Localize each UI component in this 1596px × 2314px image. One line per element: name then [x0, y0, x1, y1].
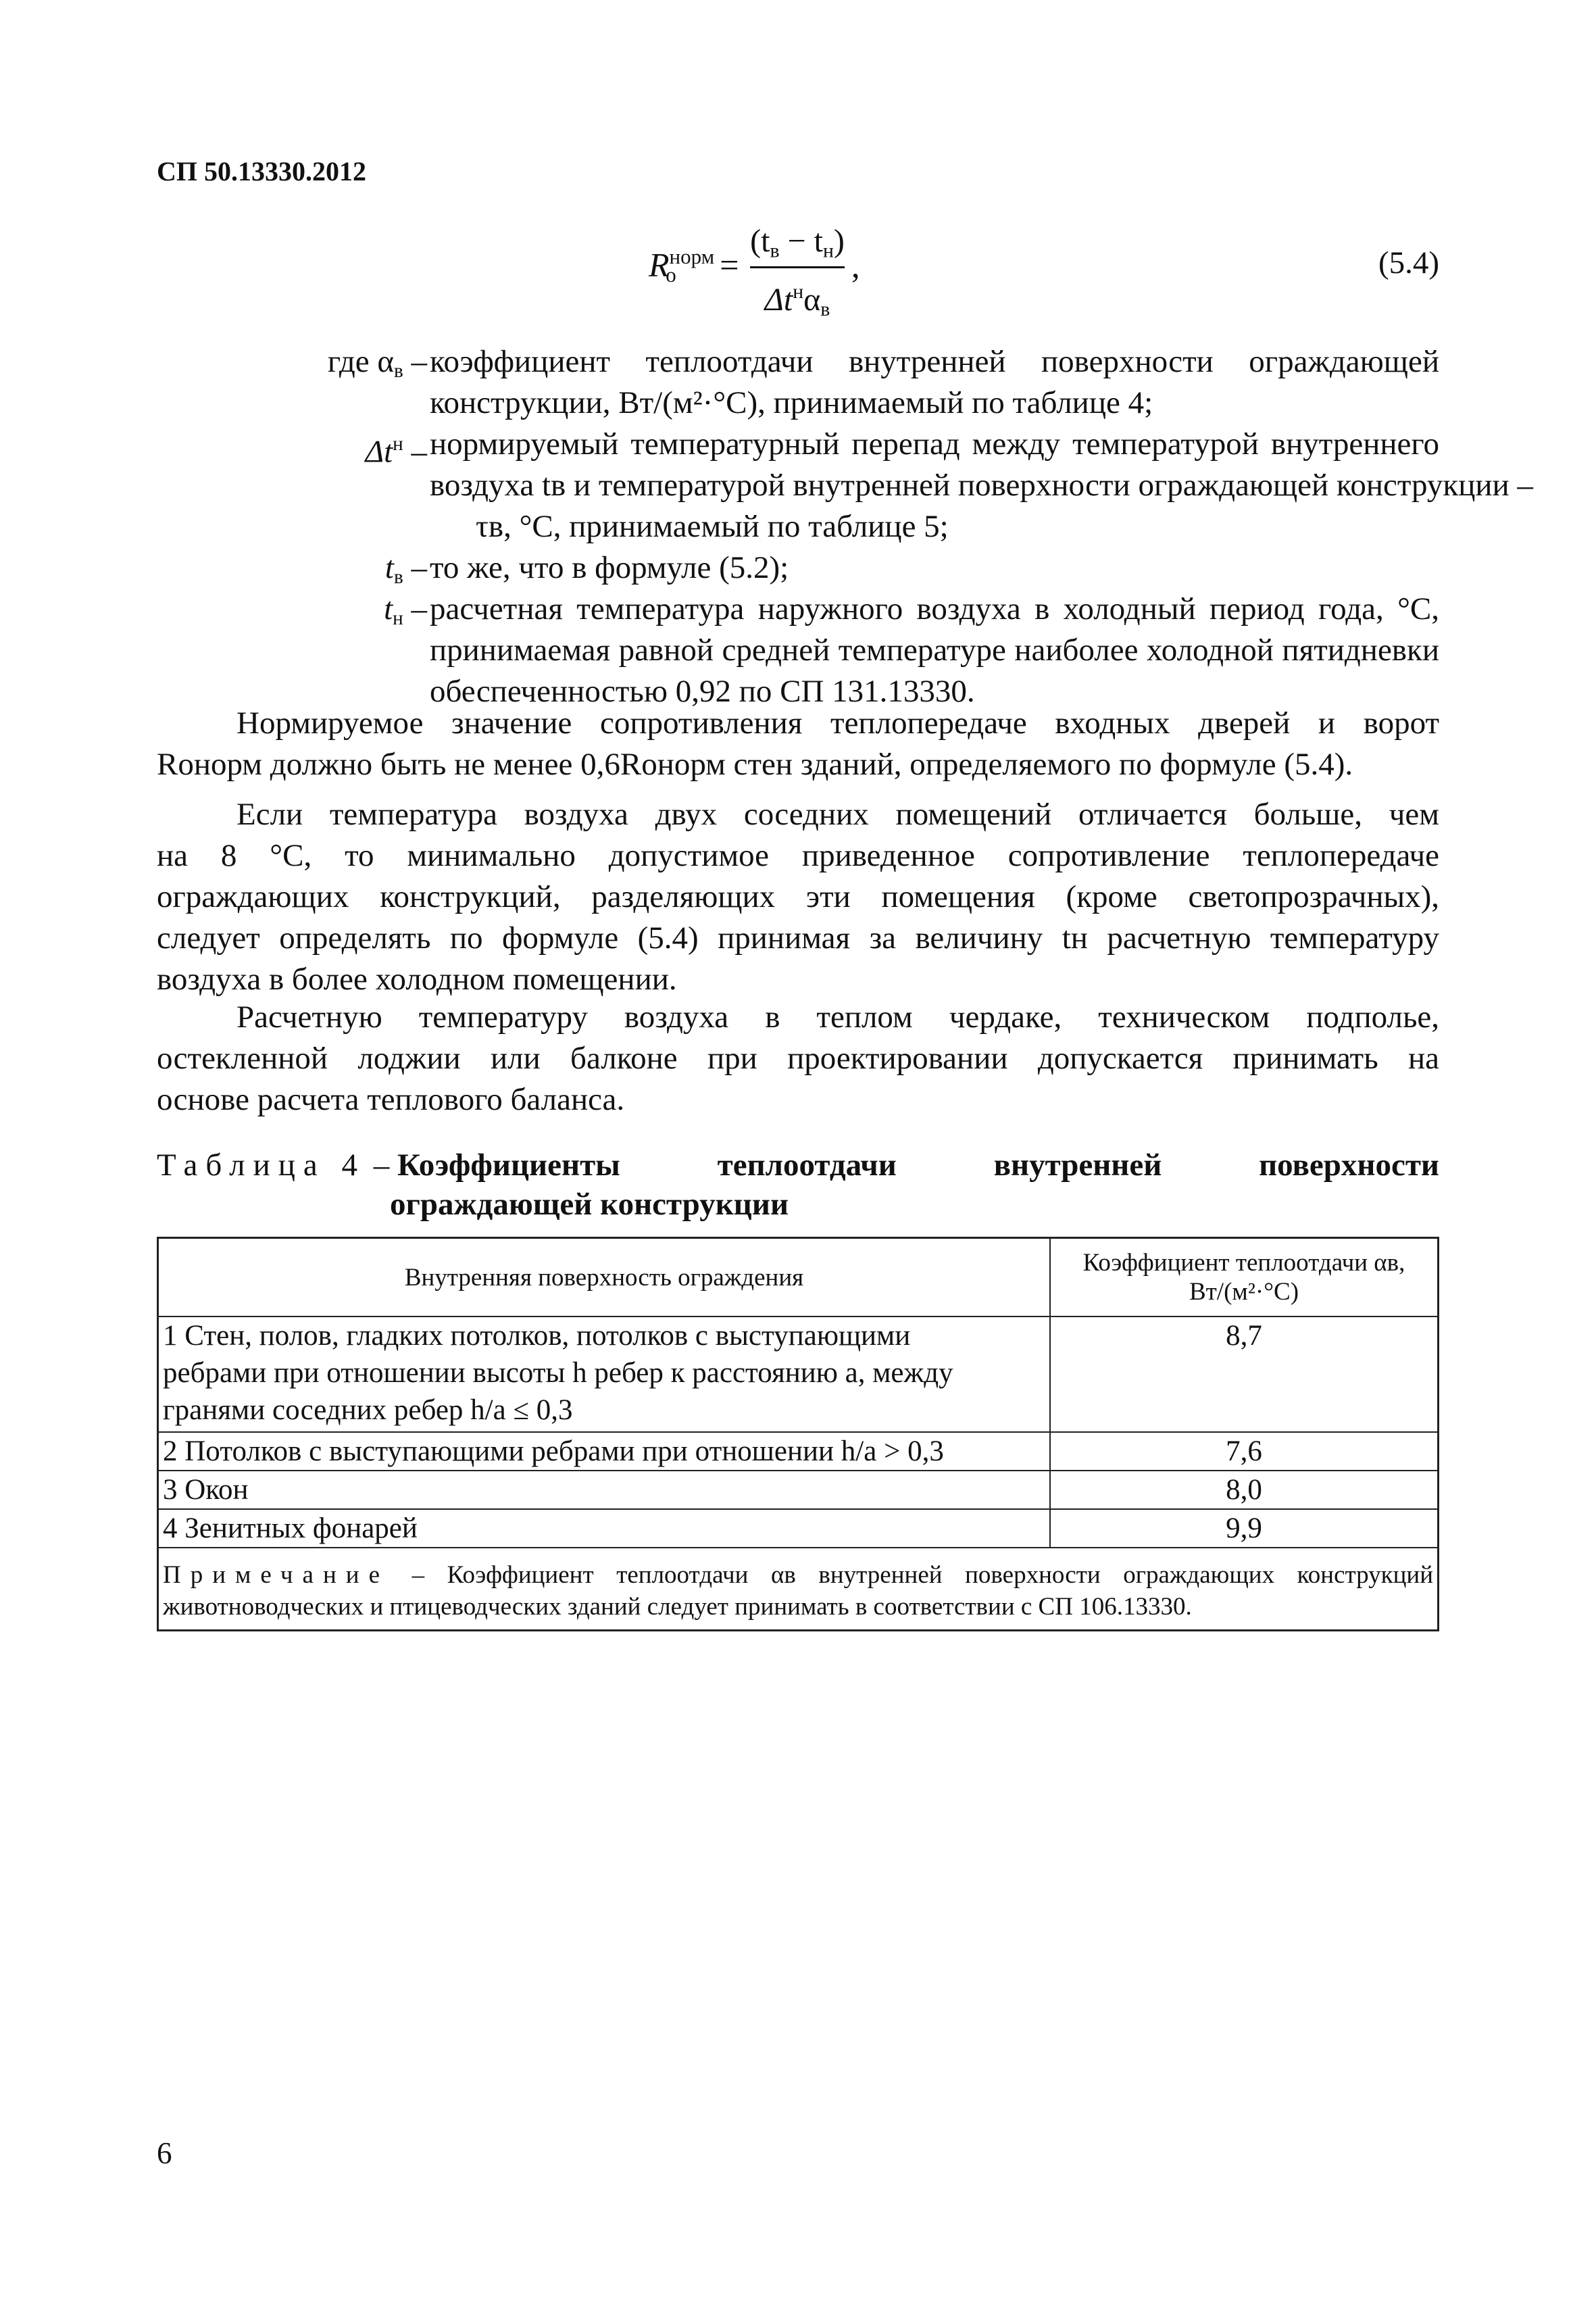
definition-term: где $\alpha_в$ – — [327, 344, 427, 383]
definition-line: коэффициент теплоотдачи внутренней поверхности ограждающей — [430, 344, 1439, 379]
note-text: – Коэффициент теплоотдачи αв внутренней поверхности ограждающих конструкций животноводческих и птицеводческих зданий следует принимать в соответствии с СП 106.13330. — [163, 1561, 1434, 1621]
row-label: ребрами при отношении высоты h ребер к расстоянию a, между — [163, 1357, 953, 1389]
paragraph-line: ограждающих конструкций, разделяющих эти помещения (кроме светопрозрачных), — [157, 879, 1439, 914]
paragraph-line: остекленной лоджии или балконе при проектировании допускается принимать на — [157, 1041, 1439, 1076]
formula-denominator: $\Delta t^н\alpha_в$ — [764, 280, 830, 321]
note-label: Примечание — [163, 1561, 389, 1589]
definition-line: расчетная температура наружного воздуха в холодный период года, °С, — [430, 591, 1439, 626]
paragraph-adjacent-rooms — [157, 794, 1439, 1000]
formula-lhs-sub: о — [666, 263, 676, 287]
formula-fraction — [750, 218, 845, 329]
paragraph-line: воздуха в более холодном помещении. — [157, 962, 677, 997]
row-value: 8,7 — [1050, 1316, 1439, 1432]
formula-number: (5.4) — [1378, 245, 1439, 280]
paragraph-line: основе расчета теплового баланса. — [157, 1082, 625, 1117]
table-row — [158, 1316, 1439, 1432]
definition-line: принимаемая равной средней температуре наиболее холодной пятидневки — [430, 633, 1439, 668]
row-label: гранями соседних ребер h/a ≤ 0,3 — [163, 1394, 573, 1426]
formula-lhs-sup: норм — [669, 245, 715, 268]
row-value: 7,6 — [1050, 1432, 1439, 1471]
paragraph-line: Нормируемое значение сопротивления теплопередаче входных дверей и ворот — [236, 706, 1439, 741]
table-caption-title-cont: ограждающей конструкции — [390, 1187, 789, 1222]
table-4-caption: Таблица 4 – Коэффициенты теплоотдачи внутренней поверхности ограждающей конструкции — [157, 1146, 1439, 1224]
definition-line: воздуха tв и температурой внутренней поверхности ограждающей конструкции – — [430, 468, 1533, 503]
table-row — [158, 1509, 1439, 1548]
page-number: 6 — [157, 2136, 172, 2170]
formula-numerator: $(t_в - t_н)$ — [750, 223, 845, 262]
formula-lhs: $R^{норм}_о$ = — [649, 245, 739, 287]
definition-alpha-v — [157, 341, 1439, 424]
definition-term: $t_в$ – — [384, 550, 427, 589]
table-row — [158, 1471, 1439, 1509]
definitions-list — [157, 341, 1533, 712]
row-value: 9,9 — [1050, 1509, 1439, 1548]
definition-t-v — [157, 547, 1439, 589]
definition-line: обеспеченностью 0,92 по СП 131.13330. — [430, 674, 975, 709]
paragraph-line: Расчетную температуру воздуха в теплом чердаке, техническом подполье, — [236, 1000, 1439, 1035]
table-row — [158, 1432, 1439, 1471]
row-label: 2 Потолков с выступающими ребрами при отношении h/a > 0,3 — [158, 1432, 1051, 1471]
paragraph-door-resistance — [157, 703, 1439, 785]
row-value: 8,0 — [1050, 1471, 1439, 1509]
table-caption-label: Таблица 4 — [157, 1148, 366, 1183]
paragraph-line: Если температура воздуха двух соседних помещений отличается больше, чем — [236, 797, 1439, 832]
definition-line: τв, °С, принимаемый по таблице 5; — [476, 509, 949, 544]
row-label: 4 Зенитных фонарей — [158, 1509, 1051, 1548]
paragraph-line: на 8 °С, то минимально допустимое приведенное сопротивление теплопередаче — [157, 838, 1439, 873]
definition-line: конструкции, Вт/(м²·°С), принимаемый по таблице 4; — [430, 385, 1153, 420]
definition-line: нормируемый температурный перепад между температурой внутреннего — [430, 426, 1439, 462]
definition-term: $t_н$ – — [384, 591, 427, 630]
paragraph-attic-temperature — [157, 997, 1439, 1121]
table-note-row — [158, 1548, 1439, 1631]
table-4 — [157, 1237, 1439, 1631]
row-label: 1 Стен, полов, гладких потолков, потолков с выступающими — [163, 1320, 911, 1352]
column-header: Коэффициент теплоотдачи αв, Вт/(м²·°С) — [1050, 1238, 1439, 1317]
paragraph-line: Rонорм должно быть не менее 0,6Rонорм стен зданий, определяемого по формуле (5.4). — [157, 747, 1353, 782]
definition-line: то же, что в формуле (5.2); — [430, 550, 789, 585]
column-header: Внутренняя поверхность ограждения — [158, 1238, 1051, 1317]
definition-delta-t — [157, 424, 1533, 547]
paragraph-line: следует определять по формуле (5.4) принимая за величину tн расчетную температуру — [157, 920, 1439, 956]
formula-lhs-symbol: R — [649, 245, 670, 284]
table-caption-title: Коэффициенты теплоотдачи внутренней поверхности — [397, 1148, 1439, 1183]
fraction-bar — [750, 266, 845, 268]
table-note — [158, 1548, 1439, 1631]
row-label: 3 Окон — [158, 1471, 1051, 1509]
definition-t-n — [157, 589, 1439, 712]
formula-5-4: $R^{норм}_о$ = $(t_в - t_н)$ $\Delta t^н\alpha_в$ , — [649, 218, 919, 326]
table-header-row — [158, 1238, 1439, 1317]
document-code-header: СП 50.13330.2012 — [157, 156, 366, 187]
definition-term: $\Delta t^н$ – — [365, 433, 427, 470]
